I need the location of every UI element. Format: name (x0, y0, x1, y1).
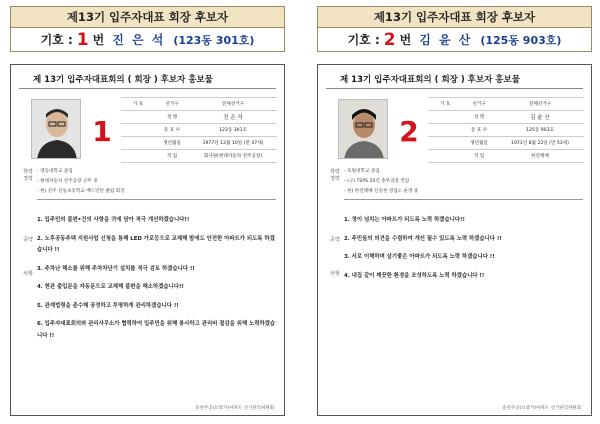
career-label: 학력경력 (23, 169, 33, 182)
pledge-item: 2. 노후공동주택 지원사업 신청을 통해 LED 가로등으로 교체해 밤에도 안전한 아파트가 되도록 하겠습니다 !! (37, 235, 275, 253)
pledge-item: 6. 입주자대표회의와 관리사무소가 협력하여 입주민을 위해 봉사하고 관리비 절감을 위해 노력하겠습니다 !! (37, 321, 276, 339)
candidate-name: 진 은 석 (112, 33, 166, 47)
pledge-label: 공약사항 (23, 237, 33, 277)
career-list (37, 167, 276, 200)
big-candidate-number: 1 (92, 115, 112, 148)
number-unit: 번 (399, 33, 412, 47)
career-list (344, 167, 583, 200)
sheet-title: 제 13기 입주자대표회의 ( 회장 ) 후보자 홍보물 (326, 71, 583, 89)
info-value: 125동 903호 (496, 124, 584, 137)
info-key: 기 호 (121, 98, 155, 111)
pledge-item: 1. 입주민의 불편•건의 사항을 귀에 담아 적극 개선하겠습니다!! (37, 217, 190, 223)
info-label: 선거구 (462, 98, 496, 111)
career-item: - 현대자동차 전주공장 근무 중 (37, 179, 98, 184)
poster-header-title: 제13기 입주자대표 회장 후보자 (10, 6, 285, 28)
pledge-item: 4. 현관 출입문을 자동문으로 교체해 불편을 해소하겠습니다!! (37, 284, 184, 290)
info-label: 생년월일 (462, 137, 496, 150)
candidate-number: 1 (76, 29, 89, 50)
pledge-item: 3. 주차난 해소를 위해 주차차단기 설치를 적극 검토 하겠습니다 !! (37, 265, 195, 272)
info-value: 진 은 석 (189, 111, 277, 124)
promo-sheet (317, 64, 592, 416)
candidate-photo (31, 99, 81, 159)
info-value: 123동 301호 (189, 124, 277, 137)
info-label: 동 호 수 (155, 124, 189, 137)
pledge-item: 4. 내집 같이 깨끗한 환경을 조성하도록 노력 하겠습니다 !! (344, 272, 485, 279)
info-label: 직 업 (462, 150, 496, 163)
candidate-number-line (317, 28, 592, 52)
pledge-list (37, 215, 278, 349)
info-label: 동 호 수 (462, 124, 496, 137)
info-label: 성 명 (155, 111, 189, 124)
sheet-title: 제 13기 입주자대표회의 ( 회장 ) 후보자 홍보물 (19, 71, 276, 89)
career-item: - 호원대학교 졸업 (344, 169, 380, 174)
info-value: 전체선거구 (496, 98, 584, 111)
career-item: - 현) 전주 신동초등학교 배드민턴 클럽 회장 (37, 189, 125, 194)
promo-sheet (10, 64, 285, 416)
candidate-info-table (121, 97, 277, 163)
candidate-name: 김 윤 산 (419, 33, 473, 47)
info-label: 성 명 (462, 111, 496, 124)
candidate-info-table (428, 97, 584, 163)
info-value: 회사원(현대자동차 전주공장) (189, 150, 277, 163)
career-item: - 현) 한진택배 신송천 영업소 운영 중 (344, 189, 419, 194)
pledge-list (344, 215, 585, 289)
candidate-unit: (123동 301호) (173, 33, 255, 47)
career-label: 학력경력 (330, 169, 340, 182)
info-label: 생년월일 (155, 137, 189, 150)
info-label: 직 업 (155, 150, 189, 163)
info-label: 선거구 (155, 98, 189, 111)
info-value: 한진택배 (496, 150, 584, 163)
info-value: 1977년 12월 10일 (만 47세) (189, 137, 277, 150)
candidate-photo (338, 99, 388, 159)
info-key: 기 호 (428, 98, 462, 111)
career-item: - (구) TSPS 20년 총무과장 역임 (344, 179, 410, 184)
number-prefix: 기호 : (347, 33, 380, 47)
info-value: 1971년 8월 22일 (만 53세) (496, 137, 584, 150)
election-committee-footer: 송천주공(프랑카)아파트 선거관리위원회 (502, 406, 581, 411)
big-candidate-number: 2 (399, 115, 419, 148)
pledge-label: 공약사항 (330, 237, 340, 277)
candidate-unit: (125동 903호) (480, 33, 562, 47)
career-item: - 영등대학교 졸업 (37, 169, 73, 174)
number-unit: 번 (92, 33, 105, 47)
info-value: 전체선거구 (189, 98, 277, 111)
pledge-item: 3. 서로 이해하며 살기좋은 아파트가 되도록 노력 하겠습니다 !! (344, 254, 495, 260)
candidate-poster-2 (317, 6, 592, 416)
election-committee-footer: 송천주공(프랑카)아파트 선거관리위원회 (195, 406, 274, 411)
pledge-item: 1. 정이 넘치는 아파트가 되도록 노력 하겠습니다!! (344, 217, 465, 223)
pledge-item: 2. 주민들의 의견을 수렴하여 개선 될수 있도록 노력 하겠습니다 !! (344, 235, 502, 242)
candidate-number: 2 (383, 29, 396, 50)
candidate-poster-1 (10, 6, 285, 416)
candidate-number-line (10, 28, 285, 52)
pledge-item: 5. 관계법령을 준수해 공정하고 투명하게 관리하겠습니다 !! (37, 302, 179, 309)
info-value: 김 윤 산 (496, 111, 584, 124)
number-prefix: 기호 : (40, 33, 73, 47)
poster-header-title: 제13기 입주자대표 회장 후보자 (317, 6, 592, 28)
